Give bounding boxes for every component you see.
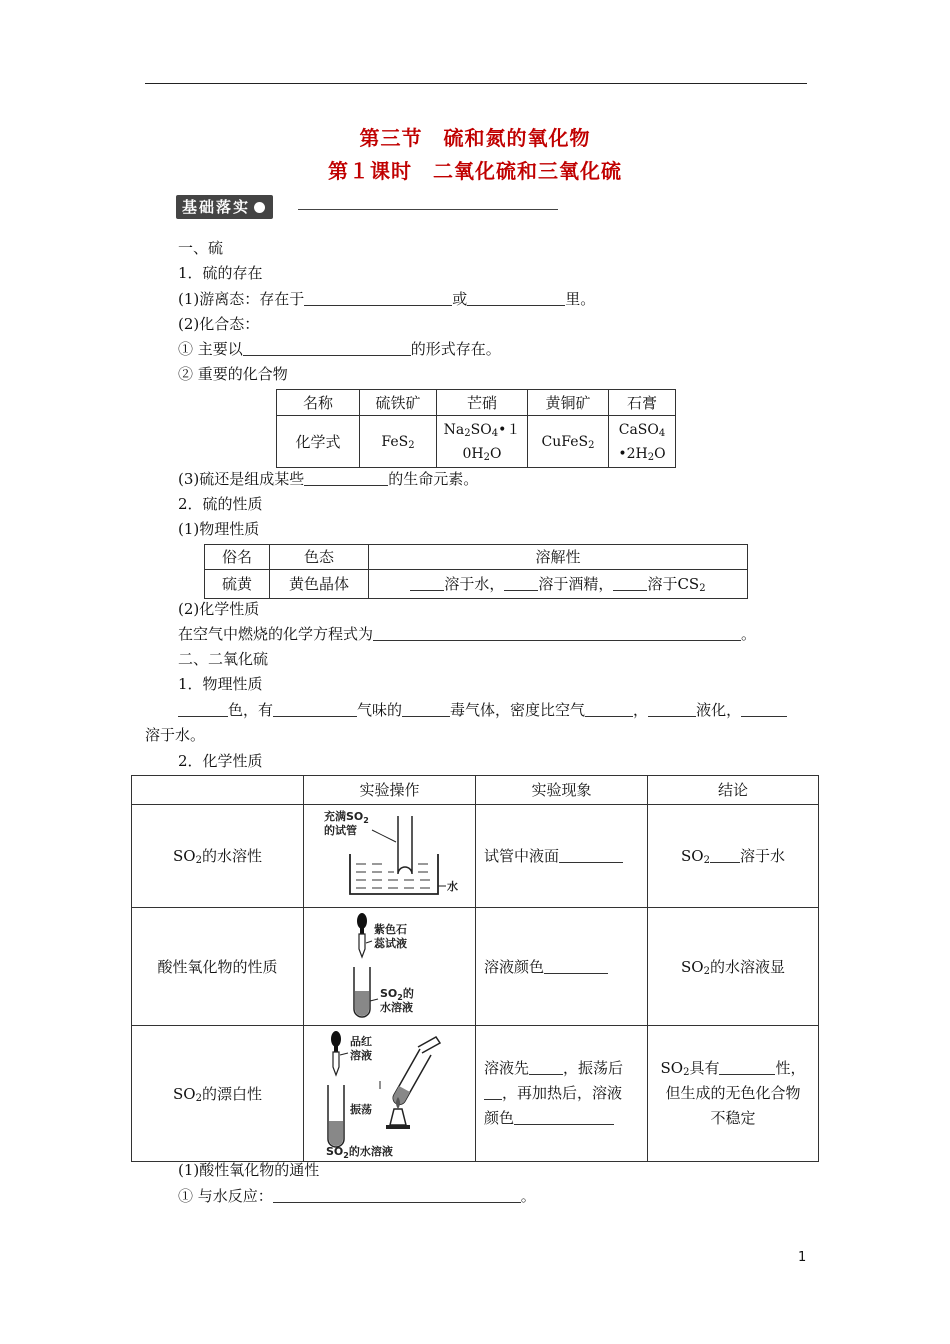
blank[interactable] bbox=[559, 846, 623, 863]
so2-physical-heading: 1．物理性质 bbox=[178, 675, 263, 693]
compounds-table bbox=[276, 389, 676, 468]
life-element-line: (3)硫还是组成某些 的生命元素。 bbox=[178, 470, 479, 488]
figure-cell bbox=[304, 908, 476, 1026]
table-cell: 色态 bbox=[270, 545, 369, 570]
physical-heading: (1)物理性质 bbox=[178, 520, 260, 538]
blank[interactable] bbox=[304, 289, 452, 306]
lesson-title: 第１课时 二氧化硫和三氧化硫 bbox=[328, 159, 622, 183]
dropper-tube-shape bbox=[359, 934, 365, 957]
compounds-heading: ② 重要的化合物 bbox=[178, 365, 288, 383]
row-label-acidic: 酸性氧化物的性质 bbox=[132, 908, 304, 1026]
so2-physical-line-end: 溶于水。 bbox=[145, 726, 206, 744]
formula-fes2: FeS$_2$ bbox=[360, 416, 437, 468]
blank[interactable] bbox=[504, 574, 538, 591]
blank[interactable] bbox=[410, 574, 444, 591]
blank[interactable] bbox=[273, 700, 357, 717]
dropper-bulb-icon bbox=[331, 1031, 341, 1047]
table-cell: 硫铁矿 bbox=[360, 390, 437, 416]
combined-state-heading: (2)化合态： bbox=[178, 315, 260, 333]
blank[interactable] bbox=[741, 700, 787, 717]
formula-caso4: CaSO$_4$ $•2H_2O$ bbox=[609, 416, 676, 468]
row-label-bleaching: $SO_2$的漂白性 bbox=[132, 1026, 304, 1162]
blank[interactable] bbox=[467, 289, 565, 306]
main-form-line: ① 主要以 的形式存在。 bbox=[178, 340, 501, 358]
inverted-tube-figure bbox=[320, 808, 460, 904]
dropper-tube-shape bbox=[333, 1052, 339, 1075]
heading-sulfur-existence: 1．硫的存在 bbox=[178, 264, 263, 282]
row-label-solubility: $SO_2$的水溶性 bbox=[132, 805, 304, 908]
general-property-heading: (1)酸性氧化物的通性 bbox=[178, 1161, 320, 1179]
water-reaction-line: ① 与水反应： 。 bbox=[178, 1187, 536, 1205]
formula-cufes2: CuFeS$_2$ bbox=[528, 416, 609, 468]
basics-banner bbox=[176, 195, 273, 219]
formula-na2so4: $Na_2SO_4•1$ $0H_2O$ bbox=[437, 416, 528, 468]
fig3-label-d: $SO_2$的水溶液 bbox=[325, 1144, 393, 1159]
dropper-litmus-figure bbox=[330, 911, 450, 1023]
blank[interactable] bbox=[273, 1186, 521, 1203]
blank[interactable] bbox=[529, 1058, 563, 1075]
solubility-cell: 溶于水， 溶于酒精， 溶于$CS_2$ bbox=[369, 570, 748, 599]
blank[interactable] bbox=[304, 469, 388, 486]
so2-chemical-heading: 2．化学性质 bbox=[178, 752, 263, 770]
fig3-label-b: 溶液 bbox=[349, 1048, 372, 1062]
test-tube-shape bbox=[398, 816, 412, 874]
fig1-label-b: 的试管 bbox=[323, 824, 357, 837]
fig2-label-e: 水溶液 bbox=[379, 1000, 413, 1014]
table-cell: 芒硝 bbox=[437, 390, 528, 416]
table-cell: 俗名 bbox=[205, 545, 270, 570]
so2-physical-line: 色，有 气味的 毒气体，密度比空气 ， 液化， bbox=[178, 700, 787, 720]
combustion-line: 在空气中燃烧的化学方程式为 。 bbox=[178, 625, 757, 643]
heading-sulfur: 一、硫 bbox=[178, 239, 224, 257]
table-cell: 名称 bbox=[277, 390, 360, 416]
section-title: 第三节 硫和氮的氧化物 bbox=[359, 126, 591, 150]
table-cell: 化学式 bbox=[277, 416, 360, 468]
solution-fill bbox=[355, 991, 369, 1016]
blank[interactable] bbox=[514, 1108, 614, 1125]
blank[interactable] bbox=[648, 700, 696, 717]
fig1-water-label: 水 bbox=[446, 880, 458, 893]
blank[interactable] bbox=[243, 339, 411, 356]
table-cell: 实验操作 bbox=[304, 776, 476, 805]
solution-fill bbox=[329, 1121, 343, 1146]
blank[interactable] bbox=[484, 1083, 502, 1100]
table-cell: 结论 bbox=[648, 776, 819, 805]
blank[interactable] bbox=[710, 846, 740, 863]
page-number: 1 bbox=[798, 1250, 807, 1265]
fig2-label-b: 蕊试液 bbox=[373, 936, 407, 950]
phenomenon-bleaching: 溶液先 ，振荡后 ，再加热后，溶液 颜色 bbox=[476, 1026, 648, 1162]
table-cell: 石膏 bbox=[609, 390, 676, 416]
phenomenon-acidic: 溶液颜色 bbox=[476, 908, 648, 1026]
blank[interactable] bbox=[585, 700, 633, 717]
blank[interactable] bbox=[613, 574, 647, 591]
heated-solution-fill bbox=[393, 1086, 410, 1104]
table-cell: 硫黄 bbox=[205, 570, 270, 599]
alcohol-lamp-shape bbox=[390, 1109, 406, 1125]
dropper-bulb-icon bbox=[357, 913, 367, 929]
figure-cell bbox=[304, 1026, 476, 1162]
bleaching-figure bbox=[310, 1029, 470, 1159]
fig3-label-c: 振荡 bbox=[349, 1102, 372, 1116]
free-state-line: (1)游离态：存在于 或 里。 bbox=[178, 290, 596, 308]
chemical-heading: (2)化学性质 bbox=[178, 600, 260, 618]
fig2-label-c: $SO_2$的 bbox=[379, 986, 414, 1002]
physical-table bbox=[204, 544, 748, 599]
blank[interactable] bbox=[178, 700, 228, 717]
phenomenon-solubility: 试管中液面 bbox=[476, 805, 648, 908]
table-cell: 溶解性 bbox=[369, 545, 748, 570]
table-cell: 黄铜矿 bbox=[528, 390, 609, 416]
heading-so2: 二、二氧化硫 bbox=[178, 650, 269, 668]
banner-label: 基础落实 bbox=[182, 198, 251, 216]
heading-sulfur-properties: 2．硫的性质 bbox=[178, 495, 263, 513]
lamp-base-shape bbox=[386, 1125, 410, 1129]
blank[interactable] bbox=[402, 700, 450, 717]
bullet-icon bbox=[254, 202, 265, 213]
blank[interactable] bbox=[544, 957, 608, 974]
fig3-label-a: 品红 bbox=[349, 1034, 372, 1048]
blank[interactable] bbox=[373, 624, 741, 641]
tube-holder-shape bbox=[418, 1037, 440, 1053]
experiment-table bbox=[131, 775, 819, 1162]
blank[interactable] bbox=[719, 1058, 775, 1075]
banner-rule bbox=[298, 209, 558, 210]
figure-cell bbox=[304, 805, 476, 908]
table-cell bbox=[132, 776, 304, 805]
fig2-label-a: 紫色石 bbox=[373, 922, 407, 936]
fig1-label-a: 充满$SO_2$ bbox=[323, 810, 369, 825]
conclusion-bleaching: $SO_2$具有 性， 但生成的无色化合物 不稳定 bbox=[648, 1026, 819, 1162]
conclusion-acidic: $SO_2$的水溶液显 bbox=[648, 908, 819, 1026]
conclusion-solubility: $SO_2$ 溶于水 bbox=[648, 805, 819, 908]
table-cell: 实验现象 bbox=[476, 776, 648, 805]
header-rule bbox=[145, 83, 807, 84]
table-cell: 黄色晶体 bbox=[270, 570, 369, 599]
